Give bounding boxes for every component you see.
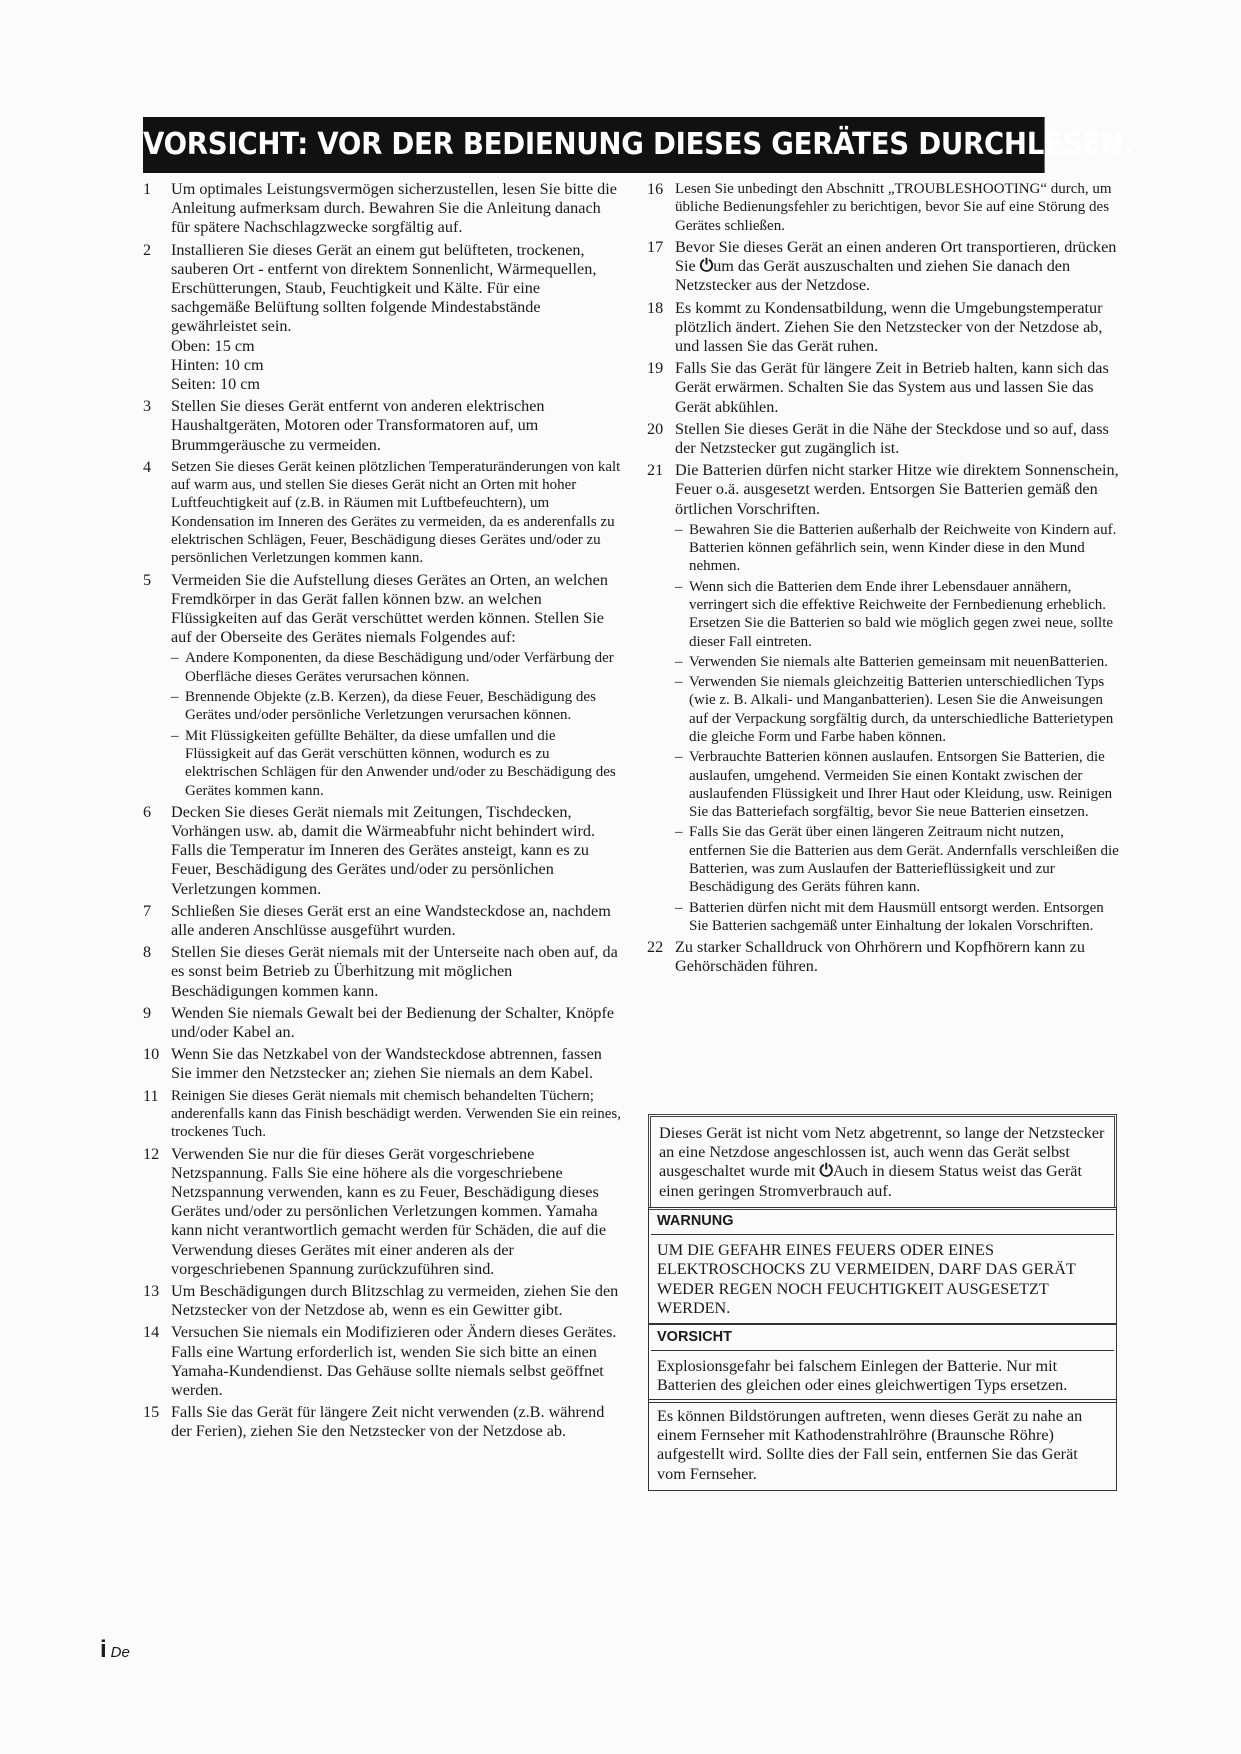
warning-heading: WARNUNG <box>651 1210 1114 1235</box>
tv-interference-notice: Es können Bildstörungen auftreten, wenn dieses Gerät zu nahe an einem Fernseher mit Kathodenstrahlröhre (Braunsche Röhre) aufgestellt wird. Sollte dies der Fall sein, entfernen Sie das Gerät vom Fernseher. <box>648 1399 1117 1491</box>
power-icon: ⏻ <box>699 256 714 277</box>
list-item: 6 Decken Sie dieses Gerät niemals mit Zeitungen, Tischdecken, Vorhängen usw. ab, damit die Wärmeabfuhr nicht behindert wird. Falls die Temperatur im Inneren des Gerätes ansteigt, kann es zu Feuer, Beschädigung des Gerätes und/oder zu persönlichen Verletzungen kommen. <box>143 802 596 898</box>
page-footer <box>100 1636 130 1664</box>
sub-list: – Bewahren Sie die Batterien außerhalb der Reichweite von Kindern auf. Batterien können gefährlich sein, wenn Kinder diese in den Mund nehmen. – Wenn sich die Batterien dem Ende ihrer Lebensdauer annähern, verringert sich die effektive Reichweite der Fernbedienung erheblich. Ersetzen Sie die Batterien so bald wie möglich gegen zwei neue, sollte dieser Fall eintreten. – Verwenden Sie niemals alte Batterien gemeinsam mit neuenBatterien. – Verwenden Sie niemals gleichzeitig Batterien unterschiedlichen Typs (wie z. B. Alkali- und Manganbatterien). Lesen Sie die Anweisungen auf der Verpackung sorgfältig durch, da unterschiedliche Batterietypen die gleiche Form und Farbe haben können. – Verbrauchte Batterien können auslaufen. Entsorgen Sie Batterien, die auslaufen, umgehend. Vermeiden Sie einen Kontakt zwischen der auslaufenden Flüssigkeit und Ihrer Haut oder Kleidung, usw. Reinigen Sie das Batteriefach sorgfältig, bevor Sie neue Batterien einsetzen. – Falls Sie das Gerät über einen längeren Zeitraum nicht nutzen, entfernen Sie die Batterien aus dem Gerät. Andernfalls verschleißen die Batterien, was zum Auslaufen der Batterieflüssigkeit und zur Beschädigung des Geräts führen kann. – Batterien dürfen nicht mit dem Hausmüll entsorgt werden. Entsorgen Sie Batterien sachgemäß unter Einhaltung der lokalen Vorschriften. <box>675 521 1123 936</box>
list-item: 14 Versuchen Sie niemals ein Modifizieren oder Ändern dieses Gerätes. Falls eine Wartung erforderlich ist, wenden Sie sich bitte an einen Yamaha-Kundendienst. Das Gehäuse sollte niemals selbst geöffnet werden. <box>143 1323 617 1399</box>
list-item: 4 Setzen Sie dieses Gerät keinen plötzlichen Temperaturänderungen von kalt auf warm aus, und stellen Sie dieses Gerät nicht an Orten mit hoher Luftfeuchtigkeit auf (z.B. in Räumen mit Luftbefeuchtern), um Kondensation im Inneren des Gerätes zu vermeiden, da es anderenfalls zu elektrischen Schlägen, Feuer, Beschädigung dieses Gerätes und/oder zu persönlichen Verletzungen kommen kann. <box>143 457 621 567</box>
list-item: 16 Lesen Sie unbedingt den Abschnitt „TROUBLESHOOTING“ durch, um übliche Bedienungsfehler zu berichtigen, bevor Sie auf eine Störung des Gerätes schließen. <box>647 180 1112 234</box>
right-column <box>647 180 1123 980</box>
list-item: 21 Die Batterien dürfen nicht starker Hitze wie direktem Sonnenschein, Feuer o.ä. ausgesetzt werden. Entsorgen Sie Batterien gemäß den örtlichen Vorschriften. – Bewahren Sie die Batterien außerhalb der Reichweite von Kindern auf. Batterien können gefährlich sein, wenn Kinder diese in den Mund nehmen. – Wenn sich die Batterien dem Ende ihrer Lebensdauer annähern, verringert sich die effektive Reichweite der Fernbedienung erheblich. Ersetzen Sie die Batterien so bald wie möglich gegen zwei neue, sollte dieser Fall eintreten. – Verwenden Sie niemals alte Batterien gemeinsam mit neuenBatterien. – Verwenden Sie niemals gleichzeitig Batterien unterschiedlichen Typs (wie z. B. Alkali- und Manganbatterien). Lesen Sie die Anweisungen auf der Verpackung sorgfältig durch, da unterschiedliche Batterietypen die gleiche Form und Farbe haben können. – Verbrauchte Batterien können auslaufen. Entsorgen Sie Batterien, die auslaufen, umgehend. Vermeiden Sie einen Kontakt zwischen der auslaufenden Flüssigkeit und Ihrer Haut oder Kleidung, usw. Reinigen Sie das Batteriefach sorgfältig, bevor Sie neue Batterien einsetzen. – Falls Sie das Gerät über einen längeren Zeitraum nicht nutzen, entfernen Sie die Batterien aus dem Gerät. Andernfalls verschleißen die Batterien, was zum Auslaufen der Batterieflüssigkeit und zur Beschädigung des Geräts führen kann. – Batterien dürfen nicht mit dem Hausmüll entsorgt werden. Entsorgen Sie Batterien sachgemäß unter Einhaltung der lokalen Vorschriften. <box>647 461 1123 935</box>
list-item: 13 Um Beschädigungen durch Blitzschlag zu vermeiden, ziehen Sie den Netzstecker von der Netzdose ab, wenn es ein Gewitter gibt. <box>143 1281 619 1320</box>
list-item: 3 Stellen Sie dieses Gerät entfernt von anderen elektrischen Haushaltgeräten, Motoren oder Transformatoren auf, um Brummgeräusche zu vermeiden. <box>143 397 545 454</box>
warning-box: WARNUNG UM DIE GEFAHR EINES FEUERS ODER EINES ELEKTROSCHOCKS ZU VERMEIDEN, DARF DAS GERÄT WEDER REGEN NOCH FEUCHTIGKEIT AUSGESETZT WERDEN. <box>648 1207 1117 1325</box>
list-item: 9 Wenden Sie niemals Gewalt bei der Bedienung der Schalter, Knöpfe und/oder Kabel an. <box>143 1003 615 1042</box>
list-item: 17 Bevor Sie dieses Gerät an einen anderen Ort transportieren, drücken Sie ⏻um das Gerät auszuschalten und ziehen Sie danach den Netzstecker aus der Netzdose. <box>647 237 1117 295</box>
left-column <box>143 180 623 1445</box>
caution-box: VORSICHT Explosionsgefahr bei falschem Einlegen der Batterie. Nur mit Batterien des gleichen oder eines gleichwertigen Typs ersetzen. <box>648 1323 1117 1403</box>
page-number: i <box>100 1636 107 1663</box>
list-item: 10 Wenn Sie das Netzkabel von der Wandsteckdose abtrennen, fassen Sie immer den Netzstecker an; ziehen Sie niemals an dem Kabel. <box>143 1045 602 1083</box>
sub-list: – Andere Komponenten, da diese Beschädigung und/oder Verfärbung der Oberfläche dieses Gerätes verursachen können. – Brennende Objekte (z.B. Kerzen), da diese Feuer, Beschädigung des Gerätes und/oder persönliche Verletzungen verursachen können. – Mit Flüssigkeiten gefüllte Behälter, da diese umfallen und die Flüssigkeit auf das Gerät verschütten können, wodurch es zu elektrischen Schlägen für den Anwender und/oder zu Beschädigung des Gerätes kommen kann. <box>171 649 623 799</box>
page-title: VORSICHT: VOR DER BEDIENUNG DIESES GERÄTES DURCHLESEN. <box>143 117 1045 173</box>
list-item: 20 Stellen Sie dieses Gerät in die Nähe der Steckdose und so auf, dass der Netzstecker gut zugänglich ist. <box>647 419 1109 457</box>
list-item: 22 Zu starker Schalldruck von Ohrhörern und Kopfhörern kann zu Gehörschäden führen. <box>647 938 1085 976</box>
language-code: De <box>110 1644 130 1661</box>
standby-notice: Dieses Gerät ist nicht vom Netz abgetrennt, so lange der Netzstecker an eine Netzdose angeschlossen ist, auch wenn das Gerät selbst ausgeschaltet wurde mit ⏻Auch in diesem Status weist das Gerät einen geringen Stromverbrauch auf. <box>648 1114 1117 1210</box>
list-item: 15 Falls Sie das Gerät für längere Zeit nicht verwenden (z.B. während der Ferien), ziehen Sie den Netzstecker von der Netzdose ab. <box>143 1403 605 1441</box>
list-item: 7 Schließen Sie dieses Gerät erst an eine Wandsteckdose an, nachdem alle anderen Anschlüsse ausgeführt wurden. <box>143 901 611 940</box>
list-item: 12 Verwenden Sie nur die für dieses Gerät vorgeschriebene Netzspannung. Falls Sie eine höhere als die vorgeschriebene Netzspannung verwenden, kann es zu Feuer, Beschädigung dieses Gerätes und/oder zu persönlichen Verletzungen kommen. Yamaha kann nicht verantwortlich gemacht werden für Schäden, die auf die Verwendung dieses Gerätes mit einer anderen als der vorgeschriebenen Spannung zurückzuführen sind. <box>143 1144 607 1278</box>
list-item: 11 Reinigen Sie dieses Gerät niemals mit chemisch behandelten Tüchern; anderenfalls kann das Finish beschädigt werden. Verwenden Sie ein reines, trockenes Tuch. <box>143 1086 622 1141</box>
list-item: 1 Um optimales Leistungsvermögen sicherzustellen, lesen Sie bitte die Anleitung aufmerksam durch. Bewahren Sie die Anleitung danach für spätere Nachschlagzwecke sorgfältig auf. <box>143 180 617 237</box>
list-item: 2 Installieren Sie dieses Gerät an einem gut belüfteten, trockenen, sauberen Ort - entfernt von direktem Sonnenlicht, Wärmequellen, Erschütterungen, Staub, Feuchtigkeit und Kälte. Für eine sachgemäße Belüftung sollten folgende Mindestabstände gewährleistet sein. Oben: 15 cm Hinten: 10 cm Seiten: 10 cm <box>143 241 623 395</box>
power-icon: ⏻ <box>819 1161 833 1182</box>
list-item: 18 Es kommt zu Kondensatbildung, wenn die Umgebungstemperatur plötzlich ändert. Ziehen Sie den Netzstecker von der Netzdose ab, und lassen Sie das Gerät ruhen. <box>647 298 1103 355</box>
caution-heading: VORSICHT <box>651 1326 1114 1351</box>
list-item: 8 Stellen Sie dieses Gerät niemals mit der Unterseite nach oben auf, da es sonst beim Betrieb zu Überhitzung mit möglichen Beschädigungen kommen kann. <box>143 943 618 1000</box>
clearance-list: Oben: 15 cm Hinten: 10 cm Seiten: 10 cm <box>171 336 264 394</box>
list-item: 5 Vermeiden Sie die Aufstellung dieses Gerätes an Orten, an welchen Fremdkörper in das Gerät fallen können bzw. an welchen Flüssigkeiten auf das Gerät verschüttet werden können. Stellen Sie auf der Oberseite des Gerätes niemals Folgendes auf: – Andere Komponenten, da diese Beschädigung und/oder Verfärbung der Oberfläche dieses Gerätes verursachen können. – Brennende Objekte (z.B. Kerzen), da diese Feuer, Beschädigung des Gerätes und/oder persönliche Verletzungen verursachen können. – Mit Flüssigkeiten gefüllte Behälter, da diese umfallen und die Flüssigkeit auf das Gerät verschütten können, wodurch es zu elektrischen Schlägen für den Anwender und/oder zu Beschädigung des Gerätes kommen kann. <box>143 571 623 800</box>
list-item: 19 Falls Sie das Gerät für längere Zeit in Betrieb halten, kann sich das Gerät erwärmen. Schalten Sie das System aus und lassen Sie das Gerät abkühlen. <box>647 359 1109 416</box>
